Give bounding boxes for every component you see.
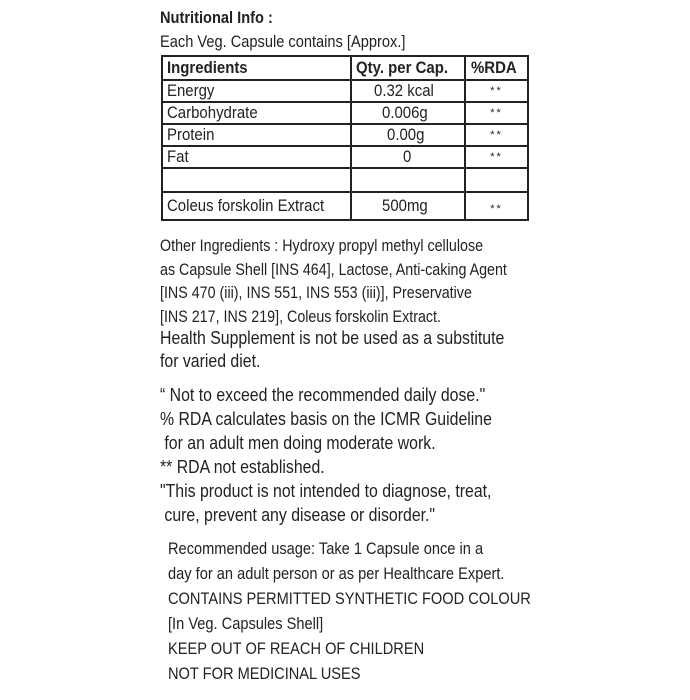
rda-cell	[465, 168, 528, 192]
disclaimer-text	[160, 383, 492, 527]
supplement-note	[160, 327, 504, 373]
table-row	[162, 102, 528, 124]
text-line: cure, prevent any disease or disorder."	[160, 505, 436, 525]
table-header-row	[162, 56, 528, 80]
text-line: for an adult men doing moderate work.	[160, 433, 436, 453]
text-line: CONTAINS PERMITTED SYNTHETIC FOOD COLOUR	[168, 589, 531, 608]
column-header-ingredients: Ingredients	[162, 56, 351, 80]
rda-cell: **	[465, 124, 528, 146]
rda-cell: **	[465, 102, 528, 124]
table-row	[162, 146, 528, 168]
rda-cell: **	[465, 80, 528, 102]
nutrition-table	[161, 55, 529, 221]
rda-cell: **	[465, 146, 528, 168]
text-line: % RDA calculates basis on the ICMR Guideline	[160, 409, 492, 429]
table-row-empty	[162, 168, 528, 192]
nutritional-info-title: Nutritional Info :	[160, 8, 273, 27]
qty-cell: 0.00g	[351, 124, 466, 146]
text-line: as Capsule Shell [INS 464], Lactose, Anti-caking Agent	[160, 259, 507, 279]
text-line: ** RDA not established.	[160, 457, 325, 477]
qty-cell: 0.006g	[351, 102, 466, 124]
text-line: “ Not to exceed the recommended daily dose."	[160, 385, 486, 405]
other-ingredients-text	[160, 234, 507, 328]
table-row	[162, 80, 528, 102]
serving-description: Each Veg. Capsule contains [Approx.]	[160, 32, 406, 51]
text-line: for varied diet.	[160, 351, 261, 371]
text-line: KEEP OUT OF REACH OF CHILDREN	[168, 639, 425, 658]
text-line: day for an adult person or as per Healthcare Expert.	[168, 564, 505, 583]
text-line: NOT FOR MEDICINAL USES	[168, 664, 361, 683]
text-line: Other Ingredients : Hydroxy propyl methyl cellulose	[160, 236, 484, 255]
table-row	[162, 192, 528, 220]
ingredient-cell	[162, 168, 351, 192]
text-line: Health Supplement is not be used as a substitute	[160, 328, 505, 348]
text-line: Recommended usage: Take 1 Capsule once in a	[168, 539, 484, 558]
column-header-qty: Qty. per Cap.	[351, 56, 466, 80]
column-header-rda: %RDA	[465, 56, 528, 80]
ingredient-cell: Carbohydrate	[162, 102, 351, 124]
text-line: [In Veg. Capsules Shell]	[168, 614, 324, 633]
ingredient-cell: Energy	[162, 80, 351, 102]
text-line: "This product is not intended to diagnose, treat,	[160, 481, 492, 501]
qty-cell	[351, 168, 466, 192]
qty-cell: 0.32 kcal	[351, 80, 466, 102]
qty-cell: 500mg	[351, 192, 466, 220]
text-line: [INS 217, INS 219], Coleus forskolin Extract.	[160, 306, 441, 326]
ingredient-cell: Coleus forskolin Extract	[162, 192, 351, 220]
rda-cell: **	[465, 192, 528, 220]
usage-warnings-text	[168, 536, 531, 686]
ingredient-cell: Fat	[162, 146, 351, 168]
table-row	[162, 124, 528, 146]
qty-cell: 0	[351, 146, 466, 168]
ingredient-cell: Protein	[162, 124, 351, 146]
text-line: [INS 470 (iii), INS 551, INS 553 (iii)], Preservative	[160, 283, 472, 302]
